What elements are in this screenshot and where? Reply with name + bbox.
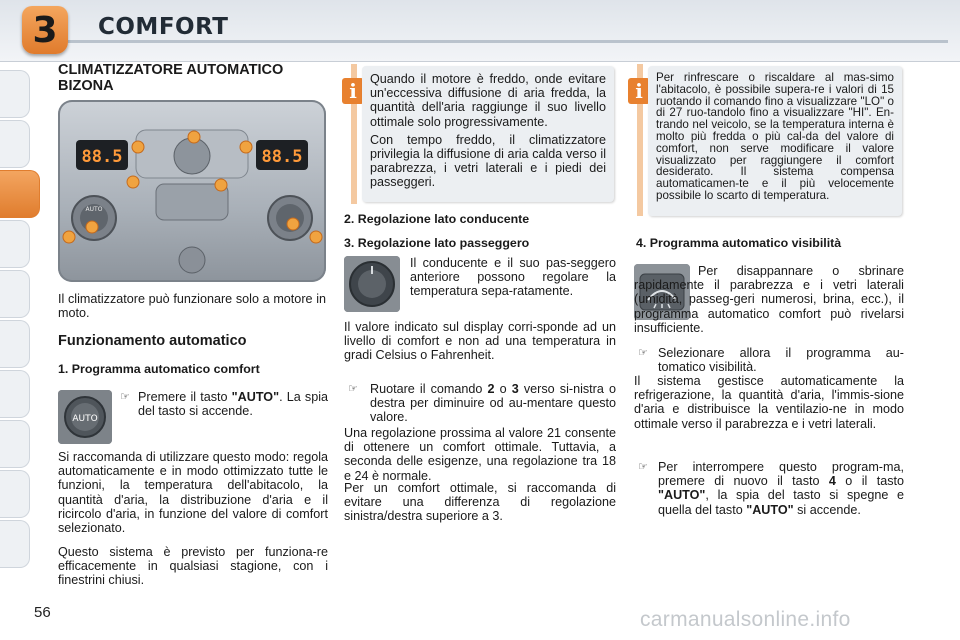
- page-number: 56: [34, 604, 51, 621]
- chapter-tab[interactable]: [0, 420, 30, 468]
- info-paragraph: Per rinfrescare o riscaldare al mas-simo l'abitacolo, è possibile supera-re i valori di 15 ruotando il comando fino a visualizzare "LO" o di 27 ruo-tandolo fino a visualizzare "HI". En-trando nel veicolo, se la temperatura interna è molto più fredda o più cal-da del valore di comfort, non serve modificare il valore visualizzato per raggiungere il comfort desiderato. Il sistema compensa automaticamen-te e il più velocemente possibile lo scarto di temperatura.: [656, 71, 894, 202]
- body-paragraph: Per disappannare o sbrinare rapidamente il parabrezza e i vetri laterali (umidità, passeg-geri numerosi, brina, ecc.), il programma automatico comfort può rivelarsi insufficiente.: [634, 264, 904, 335]
- chapter-tab[interactable]: [0, 70, 30, 118]
- body-paragraph: Il valore indicato sul display corri-sponde ad un livello di comfort e non ad una temperatura in gradi Celsius o Fahrenheit.: [344, 320, 616, 363]
- intro-text: Il climatizzatore può funzionare solo a motore in moto.: [58, 292, 326, 321]
- temperature-knob-photo: [344, 256, 400, 312]
- info-box: [648, 66, 902, 216]
- bullet-instruction: ☞ Selezionare allora il programma au-tomatico visibilità.: [634, 346, 904, 374]
- info-box: [362, 66, 614, 202]
- body-paragraph: Per un comfort ottimale, si raccomanda di evitare una differenza di regolazione sinistra/destra superiore a 3.: [344, 481, 616, 524]
- auto-button-photo: [58, 390, 112, 444]
- info-paragraph: Con tempo freddo, il climatizzatore privilegia la diffusione di aria calda verso il parabrezza, i vetri laterali e i piedi dei passeggeri.: [370, 132, 606, 190]
- display-left: 88.5: [81, 147, 123, 167]
- info-icon: i: [342, 78, 364, 104]
- chapter-tab[interactable]: [0, 520, 30, 568]
- subsection-title: Funzionamento automatico: [58, 333, 247, 349]
- chapter-tab[interactable]: [0, 270, 30, 318]
- hand-pointer-icon: ☞: [638, 346, 648, 359]
- watermark: carmanualsonline.info: [640, 608, 851, 631]
- display-right: 88.5: [261, 147, 303, 167]
- item-instruction: ☞ Premere il tasto "AUTO". La spia del tasto si accende.: [116, 390, 328, 418]
- info-icon: i: [628, 78, 650, 104]
- body-paragraph: Si raccomanda di utilizzare questo modo: regola automaticamente e in modo ottimizzato tutte le funzioni, la temperatura dell'abitacolo, la quantità d'aria, la distribuzione d'aria e il ricircolo d'aria, in funzione del valore di comfort selezionato.: [58, 450, 328, 536]
- body-paragraph: Il sistema gestisce automaticamente la refrigerazione, la quantità d'aria, l'immis-sione d'aria e distribuisce la ventilazio-ne in modo ottimale verso il parabrezza e i vetri laterali.: [634, 374, 904, 431]
- bullet-instruction: ☞ Per interrompere questo program-ma, premere di nuovo il tasto 4 o il tasto "AUTO", la spia del tasto si spegne e quella del tasto "AUTO" si accende.: [634, 460, 904, 517]
- item-title: 2. Regolazione lato conducente: [344, 212, 530, 226]
- chapter-tab[interactable]: [0, 220, 30, 268]
- body-paragraph: Una regolazione prossima al valore 21 consente di ottenere un comfort ottimale. Tuttavia, a seconda delle esigenze, una regolazione tra 18 e 24 è normale.: [344, 426, 616, 483]
- body-paragraph: Questo sistema è previsto per funziona-re efficacemente in qualsiasi stagione, con i finestrini chiusi.: [58, 545, 328, 588]
- climate-control-panel-image: [58, 100, 326, 282]
- item-title: 1. Programma automatico comfort: [58, 362, 260, 376]
- chapter-badge: [22, 6, 68, 54]
- header-rule: [68, 40, 948, 43]
- hand-pointer-icon: ☞: [348, 382, 358, 395]
- chapter-tab[interactable]: [0, 370, 30, 418]
- knob-description: Il conducente e il suo pas-seggero anteriore possono regolare la temperatura sepa-ratamente.: [410, 256, 616, 299]
- page-title: COMFORT: [98, 14, 229, 40]
- item-title: 3. Regolazione lato passeggero: [344, 236, 530, 250]
- chapter-tab-active[interactable]: [0, 170, 40, 218]
- auto-text: AUTO: [85, 206, 103, 213]
- chapter-tab[interactable]: [0, 320, 30, 368]
- auto-text: AUTO: [72, 414, 98, 424]
- chapter-tab[interactable]: [0, 470, 30, 518]
- bullet-instruction: ☞ Ruotare il comando 2 o 3 verso si-nistra o destra per diminuire od au-mentare questo valore.: [344, 382, 616, 425]
- section-title: CLIMATIZZATORE AUTOMATICO BIZONA: [58, 62, 284, 94]
- hand-pointer-icon: ☞: [638, 460, 648, 473]
- info-paragraph: Quando il motore è freddo, onde evitare un'eccessiva diffusione di aria fredda, la quantità dell'aria raggiunge il suo livello ottimale solo progressivamente.: [370, 72, 606, 129]
- chapter-tab[interactable]: [0, 120, 30, 168]
- item-title: 4. Programma automatico visibilità: [636, 236, 842, 250]
- chapter-number: 3: [32, 9, 58, 51]
- hand-pointer-icon: ☞: [120, 390, 130, 403]
